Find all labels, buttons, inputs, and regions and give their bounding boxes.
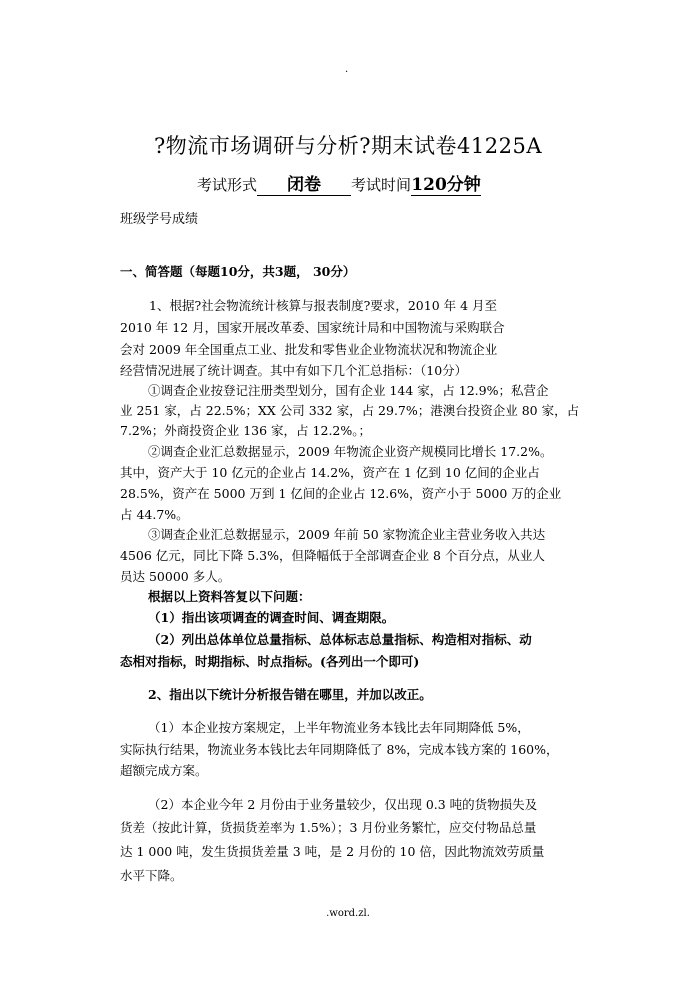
q2-p2-line: 水平下降。 [120, 868, 183, 883]
q2-p1-line: 超额完成方案。 [120, 763, 208, 778]
q1-line: 会对 2009 年全国重点工业、批发和零售业企业物流状况和物流企业 [120, 342, 498, 357]
q1-line: 1、根据?社会物流统计核算与报表制度?要求，2010 年 4 月至 [149, 298, 498, 313]
q2-p1-line: （1）本企业按方案规定，上半年物流业务本钱比去年同期降低 5%， [148, 720, 530, 735]
q2-p2-line: 达 1 000 吨，发生货损货差量 3 吨，是 2 月份的 10 倍，因此物流效劳质量 [120, 844, 545, 859]
q2-p2-line: （2）本企业今年 2 月份由于业务量较少，仅出现 0.3 吨的货物损失及 [148, 797, 538, 812]
q1-sub1: （1）指出该项调查的调查时间、调查期限。 [148, 610, 395, 625]
q1-item3-line: ③调查企业汇总数据显示，2009 年前 50 家物流企业主营业务收入共达 [148, 527, 546, 542]
q1-line: 经营情况进展了统计调查。其中有如下几个汇总指标：（10分） [120, 363, 468, 378]
section-heading: 一、简答题（每题10分，共3题， 30分） [120, 264, 356, 279]
header-mark: . [345, 64, 349, 75]
q1-item2-line: 28.5%，资产在 5000 万到 1 亿间的企业占 12.6%，资产小于 5000 万的企业 [120, 486, 562, 501]
q1-item1-line: 业 251 家，占 22.5%；XX 公司 332 家，占 29.7%；港澳台投资企业 80 家，占 [120, 403, 580, 418]
exam-form-label: 考试形式 [197, 176, 258, 194]
q2-p1-line: 实际执行结果，物流业务本钱比去年同期降低了 8%，完成本钱方案的 160%， [120, 742, 559, 757]
exam-time-value: 120分钟 [411, 170, 481, 196]
q1-item1-line: 7.2%；外商投资企业 136 家，占 12.2%。； [120, 423, 371, 438]
page-footer: .word.zl. [326, 908, 370, 919]
q2-p2-line: 货差（按此计算，货损货差率为 1.5%）；3 月份业务繁忙，应交付物品总量 [120, 820, 537, 835]
q1-prompt: 根据以上资料答复以下问题： [148, 589, 311, 604]
q1-item2-line: ②调查企业汇总数据显示，2009 年物流企业资产规模同比增长 17.2%。 [148, 444, 553, 459]
q1-item2-line: 其中，资产大于 10 亿元的企业占 14.2%，资产在 1 亿到 10 亿间的企业占 [120, 465, 540, 480]
q1-sub2-line: 态相对指标，时期指标、时点指标。(各列出一个即可) [120, 654, 420, 669]
q1-item1-line: ①调查企业按登记注册类型划分，国有企业 144 家，占 12.9%；私营企 [148, 383, 549, 398]
q1-sub2-line: （2）列出总体单位总量指标、总体标志总量指标、构造相对指标、动 [148, 632, 532, 647]
exam-time-label: 考试时间 [351, 176, 412, 194]
q1-item2-line: 占 44.7%。 [120, 507, 189, 522]
q1-line: 2010 年 12 月，国家开展改革委、国家统计局和中国物流与采购联合 [120, 320, 505, 335]
q1-item3-line: 员达 50000 多人。 [120, 569, 231, 584]
exam-info [197, 170, 481, 196]
exam-form-value: 闭卷 [257, 170, 351, 196]
q1-item3-line: 4506 亿元，同比下降 5.3%，但降幅低于全部调查企业 8 个百分点，从业人 [120, 548, 545, 563]
student-info: 班级学号成绩 [120, 212, 199, 227]
page-title: ?物流市场调研与分析?期末试卷41225A [154, 134, 542, 158]
q2-heading: 2、指出以下统计分析报告错在哪里，并加以改正。 [148, 687, 432, 702]
